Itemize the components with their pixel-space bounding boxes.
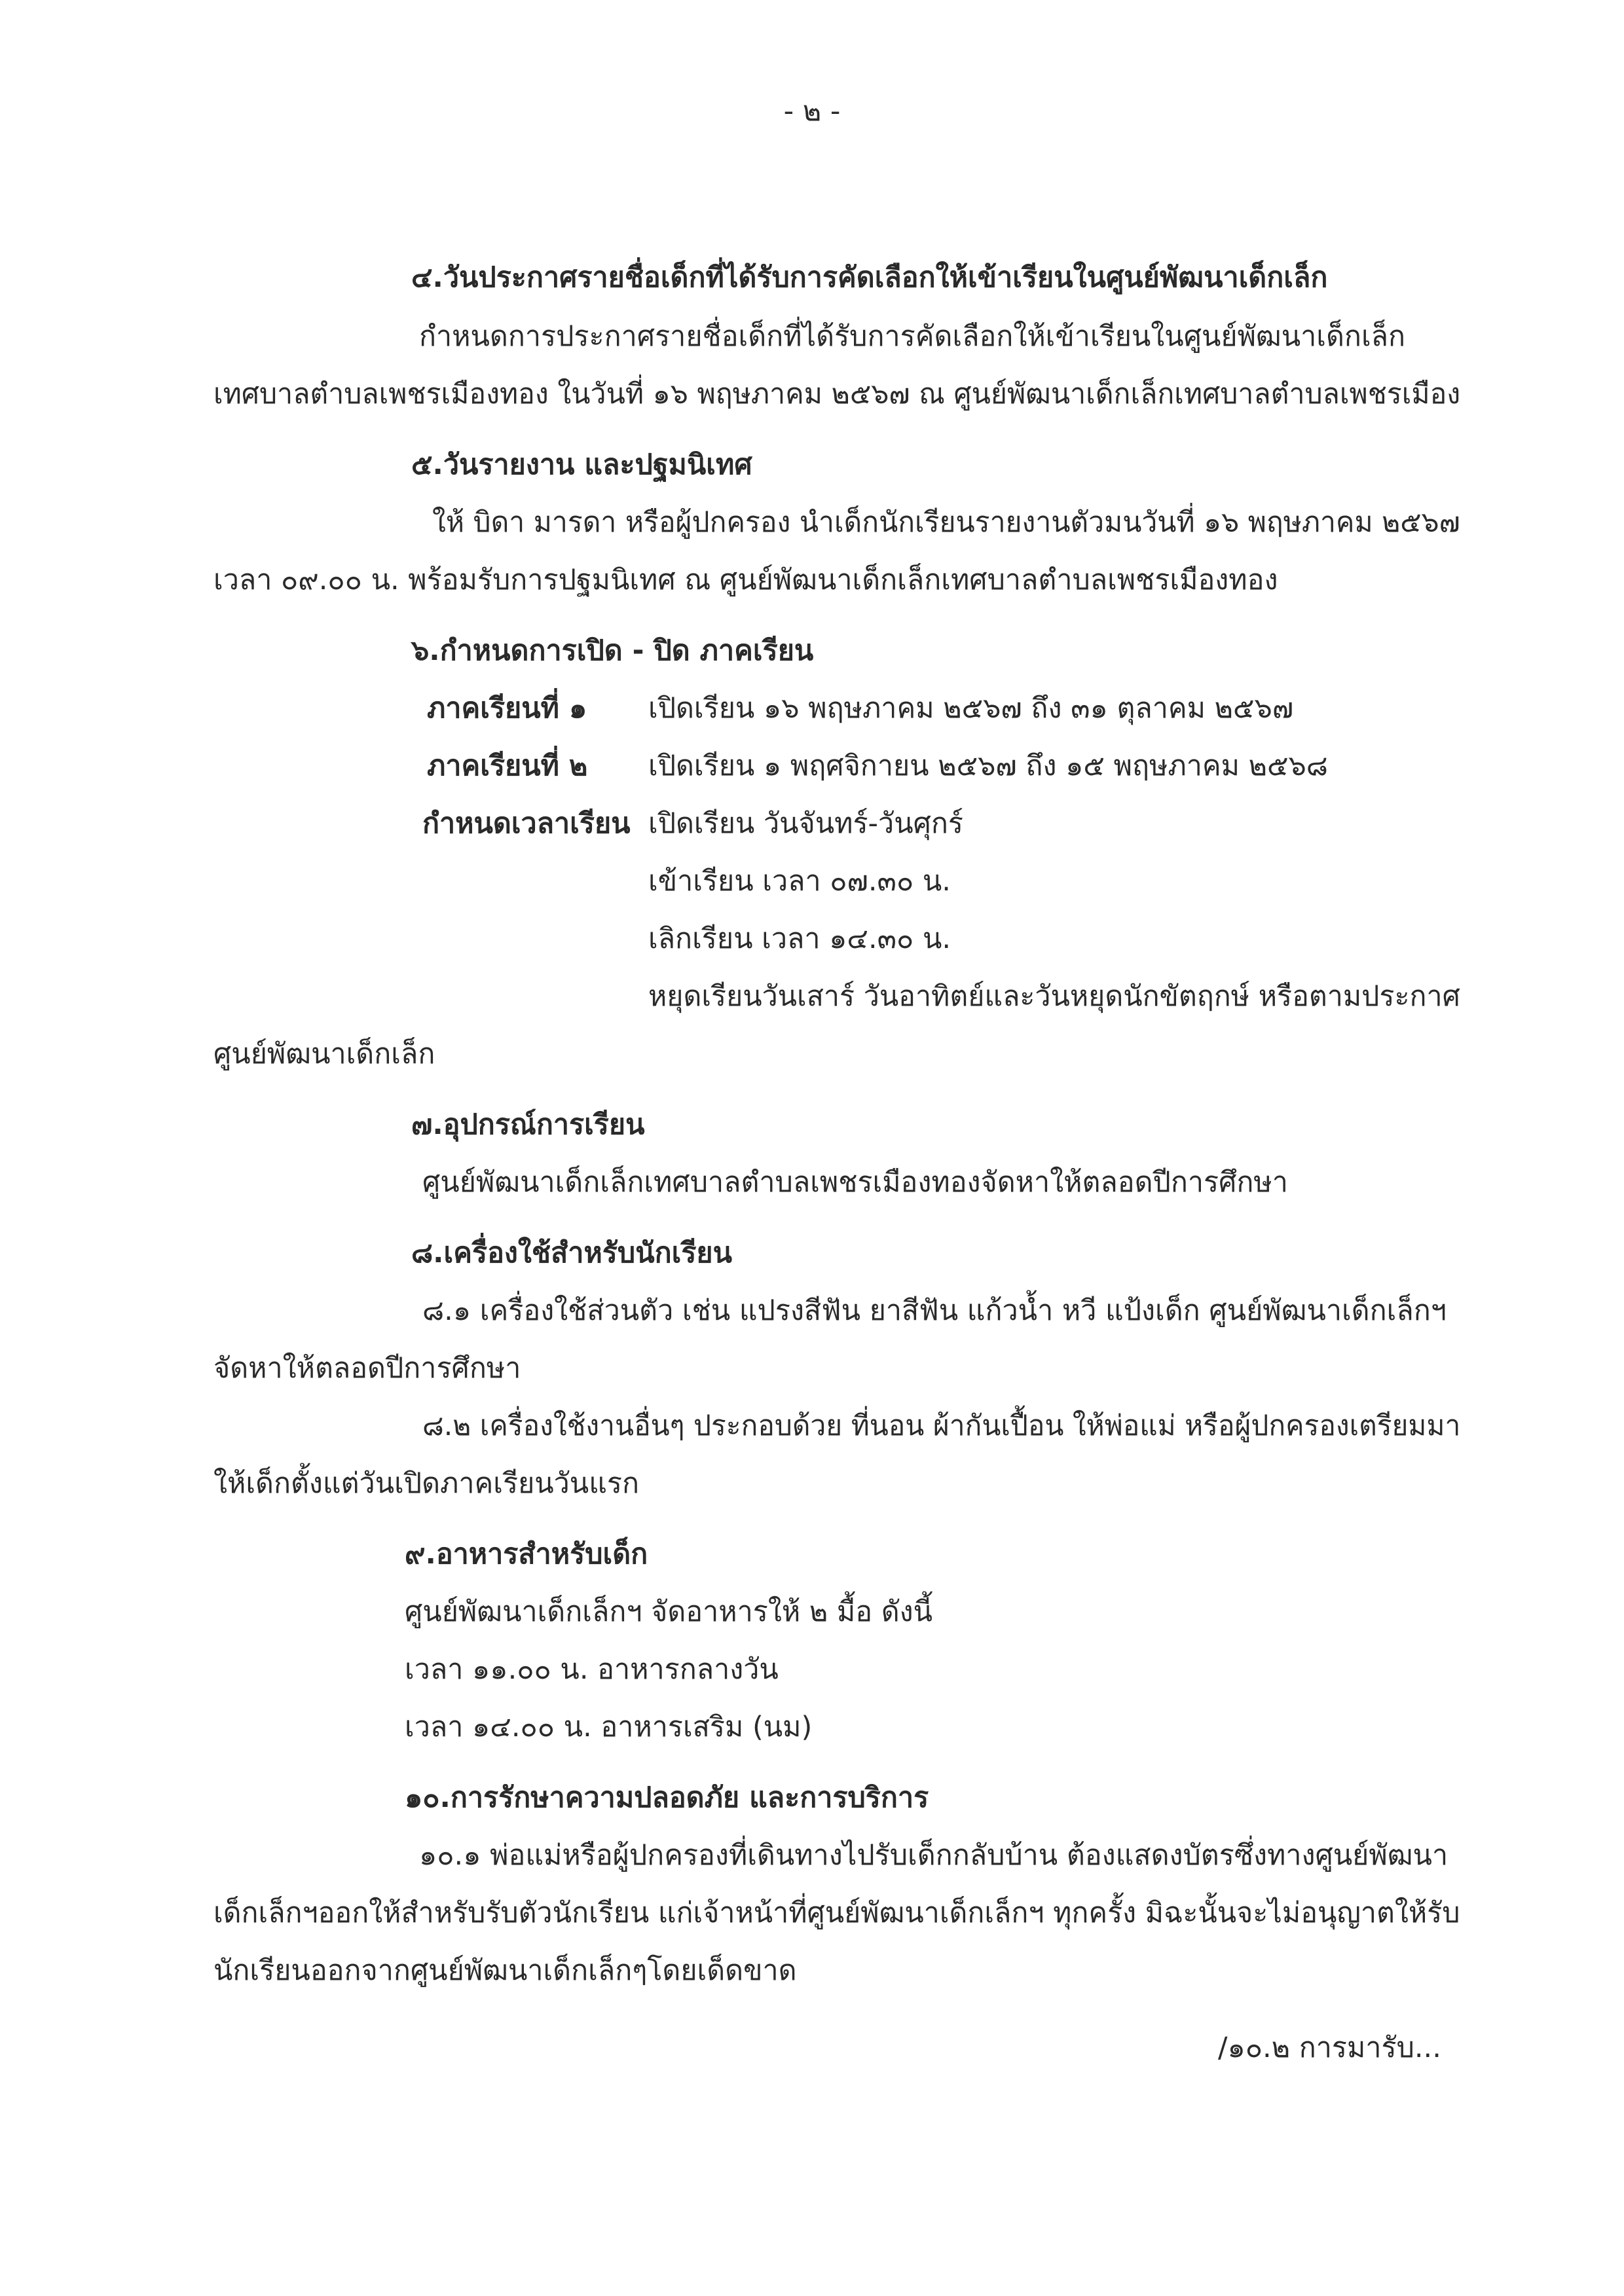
- holiday-line: หยุดเรียนวันเสาร์ วันอาทิตย์และวันหยุดนักขัตฤกษ์ หรือตามประกาศ: [648, 980, 1460, 1013]
- page-number: - ๒ -: [783, 95, 841, 128]
- section-8-2-line-1: ๘.๒ เครื่องใช้งานอื่นๆ ประกอบด้วย ที่นอน ผ้ากันเปื้อน ให้พ่อแม่ หรือผู้ปกครองเตรียมมา: [422, 1410, 1461, 1442]
- section-4-line-2: เทศบาลตำบลเพชรเมืองทอง ในวันที่ ๑๖ พฤษภาคม ๒๕๖๗ ณ ศูนย์พัฒนาเด็กเล็กเทศบาลตำบลเพชรเมือง: [213, 378, 1461, 410]
- term-2-dates: เปิดเรียน ๑ พฤศจิกายน ๒๕๖๗ ถึง ๑๕ พฤษภาคม ๒๕๖๘: [648, 750, 1328, 782]
- section-9-line-1: ศูนย์พัฒนาเด็กเล็กฯ จัดอาหารให้ ๒ มื้อ ดังนี้: [405, 1595, 933, 1628]
- section-10-heading: ๑๐.การรักษาความปลอดภัย และการบริการ: [405, 1781, 929, 1814]
- end-time: เลิกเรียน เวลา ๑๔.๓๐ น.: [648, 922, 951, 955]
- term-2-label: ภาคเรียนที่ ๒: [427, 750, 588, 782]
- section-4-heading: ๔.วันประกาศรายชื่อเด็กที่ได้รับการคัดเลือกให้เข้าเรียนในศูนย์พัฒนาเด็กเล็ก: [411, 261, 1328, 294]
- section-6-heading: ๖.กำหนดการเปิด - ปิด ภาคเรียน: [411, 634, 814, 667]
- holiday-line-cont: ศูนย์พัฒนาเด็กเล็ก: [213, 1038, 435, 1070]
- section-7-line-1: ศูนย์พัฒนาเด็กเล็กเทศบาลตำบลเพชรเมืองทองจัดหาให้ตลอดปีการศึกษา: [422, 1166, 1288, 1199]
- term-1-label: ภาคเรียนที่ ๑: [427, 692, 587, 725]
- study-time-label: กำหนดเวลาเรียน: [422, 807, 631, 840]
- section-9-line-3: เวลา ๑๔.๐๐ น. อาหารเสริม (นม): [405, 1711, 813, 1743]
- continuation-note: /๑๐.๒ การมารับ...: [1218, 2032, 1441, 2064]
- section-10-line-2: เด็กเล็กฯออกให้สำหรับรับตัวนักเรียน แก่เจ้าหน้าที่ศูนย์พัฒนาเด็กเล็กฯ ทุกครั้ง มิฉะนั้นจะไม่อนุญาตให้รับ: [213, 1897, 1460, 1929]
- section-10-line-1: ๑๐.๑ พ่อแม่หรือผู้ปกครองที่เดินทางไปรับเด็กกลับบ้าน ต้องแสดงบัตรซึ่งทางศูนย์พัฒนา: [419, 1839, 1449, 1872]
- section-10-line-3: นักเรียนออกจากศูนย์พัฒนาเด็กเล็กๆโดยเด็ดขาด: [213, 1954, 797, 1987]
- section-7-heading: ๗.อุปกรณ์การเรียน: [411, 1108, 645, 1141]
- section-5-line-2: เวลา ๐๙.๐๐ น. พร้อมรับการปฐมนิเทศ ณ ศูนย์พัฒนาเด็กเล็กเทศบาลตำบลเพชรเมืองทอง: [213, 564, 1278, 596]
- section-9-heading: ๙.อาหารสำหรับเด็ก: [405, 1538, 648, 1571]
- section-5-line-1: ให้ บิดา มารดา หรือผู้ปกครอง นำเด็กนักเรียนรายงานตัวมนวันที่ ๑๖ พฤษภาคม ๒๕๖๗: [432, 506, 1460, 539]
- study-days: เปิดเรียน วันจันทร์-วันศุกร์: [648, 807, 964, 840]
- section-8-2-line-2: ให้เด็กตั้งแต่วันเปิดภาคเรียนวันแรก: [213, 1467, 640, 1500]
- section-4-line-1: กำหนดการประกาศรายชื่อเด็กที่ได้รับการคัดเลือกให้เข้าเรียนในศูนย์พัฒนาเด็กเล็ก: [419, 320, 1406, 353]
- section-5-heading: ๕.วันรายงาน และปฐมนิเทศ: [411, 448, 752, 481]
- section-8-1-line-1: ๘.๑ เครื่องใช้ส่วนตัว เช่น แปรงสีฟัน ยาสีฟัน แก้วน้ำ หวี แป้งเด็ก ศูนย์พัฒนาเด็กเล็กฯ: [422, 1294, 1447, 1327]
- section-8-heading: ๘.เครื่องใช้สำหรับนักเรียน: [411, 1237, 733, 1269]
- section-9-line-2: เวลา ๑๑.๐๐ น. อาหารกลางวัน: [405, 1653, 779, 1686]
- section-8-1-line-2: จัดหาให้ตลอดปีการศึกษา: [213, 1352, 521, 1385]
- start-time: เข้าเรียน เวลา ๐๗.๓๐ น.: [648, 865, 951, 898]
- term-1-dates: เปิดเรียน ๑๖ พฤษภาคม ๒๕๖๗ ถึง ๓๑ ตุลาคม ๒๕๖๗: [648, 692, 1294, 725]
